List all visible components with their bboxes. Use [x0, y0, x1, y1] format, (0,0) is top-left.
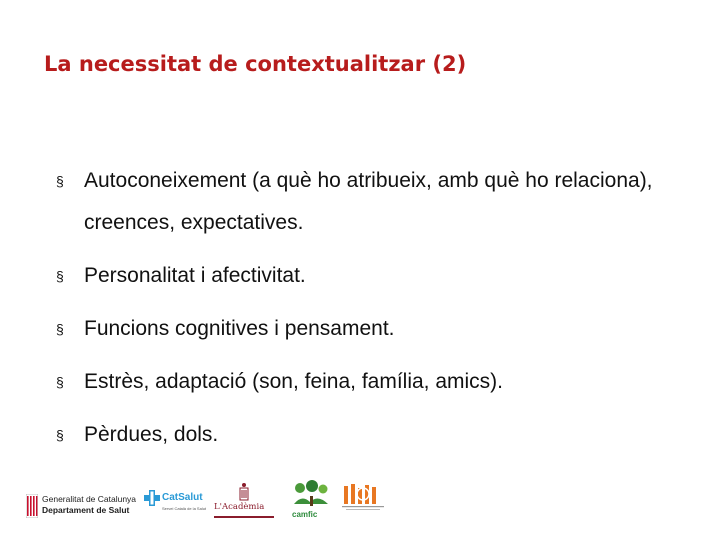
academia-name: L'Acadèmia: [214, 502, 265, 512]
catsalut-name: CatSalut: [162, 492, 203, 503]
camfic-logo: [288, 480, 332, 524]
bullet-marker: §: [56, 374, 64, 390]
bullet-item: [56, 308, 676, 350]
fmc-emblem-icon: [342, 482, 384, 512]
footer-logos: [26, 480, 406, 524]
gencat-line2: Departament de Salut: [42, 505, 130, 515]
bullet-marker: §: [56, 173, 64, 189]
bullet-text: Personalitat i afectivitat.: [84, 264, 306, 287]
academia-emblem-icon: [234, 482, 254, 502]
catsalut-sub: Servei Català de la Salut: [162, 506, 207, 511]
bullet-marker: §: [56, 268, 64, 284]
gencat-logo: [26, 494, 144, 518]
bullet-text: Estrès, adaptació (son, feina, família, amics).: [84, 370, 504, 393]
catsalut-cross-icon: [144, 490, 160, 506]
catsalut-logo: [144, 488, 212, 524]
bullet-marker: §: [56, 427, 64, 443]
gencat-flag-icon: [26, 494, 38, 518]
academia-logo: [214, 482, 280, 522]
camfic-name: camfic: [292, 510, 318, 519]
bullet-item: [56, 361, 676, 403]
bullet-text: Funcions cognitives i pensament.: [84, 317, 395, 340]
bullet-item: [56, 414, 676, 456]
bullet-list: [56, 160, 676, 467]
camfic-people-icon: [290, 480, 330, 510]
bullet-marker: §: [56, 321, 64, 337]
bullet-item: [56, 160, 676, 244]
bullet-item: [56, 255, 676, 297]
slide-title: La necessitat de contextualitzar (2): [44, 52, 467, 76]
bullet-text: Autoconeixement (a què ho atribueix, amb què ho relaciona), creences, expectatives.: [84, 169, 653, 234]
bullet-text: Pèrdues, dols.: [84, 423, 219, 446]
academia-underline: [214, 516, 274, 520]
gencat-line1: Generalitat de Catalunya: [42, 494, 137, 504]
fmc-logo: [338, 480, 388, 524]
